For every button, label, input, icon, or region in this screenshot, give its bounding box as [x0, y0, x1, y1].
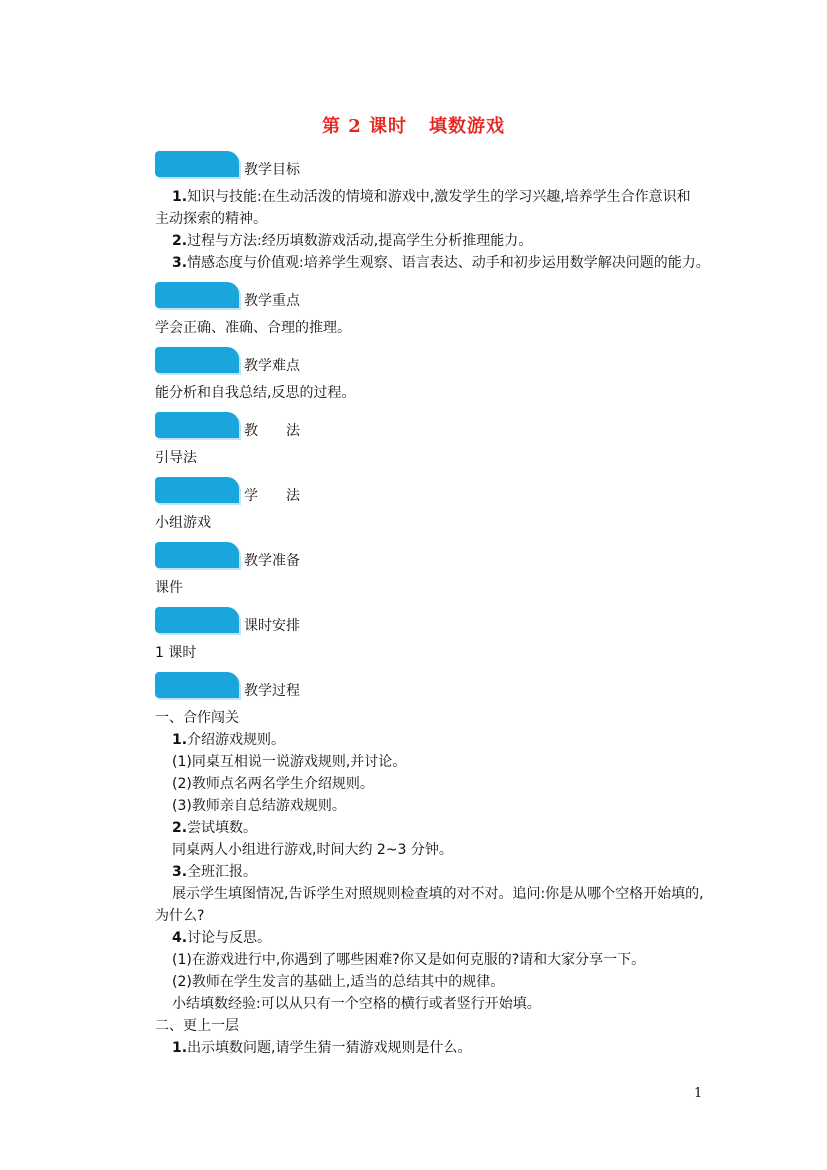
process-step-3b: 为什么?: [155, 908, 205, 924]
process-step-1c: (3)教师亲自总结游戏规则。: [172, 798, 346, 814]
schedule-text: 1 课时: [155, 645, 197, 661]
section-heading-difficulty: 教学难点: [244, 358, 300, 374]
section-tab: [155, 607, 239, 633]
process-step-4b: (2)教师在学生发言的基础上,适当的总结其中的规律。: [172, 974, 505, 990]
section-tab: [155, 542, 239, 568]
lesson-title-number: 第 2 课时: [321, 116, 408, 137]
lesson-title-name: 填数游戏: [429, 116, 506, 137]
process-step-2: 2.尝试填数。: [172, 820, 258, 836]
process-step-4c: 小结填数经验:可以从只有一个空格的横行或者竖行开始填。: [172, 996, 541, 1012]
process-step-3: 3.全班汇报。: [172, 864, 258, 880]
section-heading-prep: 教学准备: [244, 553, 300, 569]
key-text: 学会正确、准确、合理的推理。: [155, 320, 351, 336]
learn-method-text: 小组游戏: [155, 515, 211, 531]
section-heading-learn-method: 学 法: [244, 488, 300, 504]
process-step-4: 4.讨论与反思。: [172, 930, 272, 946]
goal-line-3: 3.情感态度与价值观:培养学生观察、语言表达、动手和初步运用数学解决问题的能力。: [172, 255, 710, 271]
prep-text: 课件: [155, 580, 183, 596]
process-part2-step-1: 1.出示填数问题,请学生猜一猜游戏规则是什么。: [172, 1040, 472, 1056]
goal-line-2: 2.过程与方法:经历填数游戏活动,提高学生分析推理能力。: [172, 233, 533, 249]
goal-line-1: 1.知识与技能:在生动活泼的情境和游戏中,激发学生的学习兴趣,培养学生合作意识和: [172, 189, 691, 205]
section-tab: [155, 412, 239, 438]
process-step-2a: 同桌两人小组进行游戏,时间大约 2~3 分钟。: [172, 842, 453, 858]
lesson-title: [0, 112, 827, 138]
process-step-4a: (1)在游戏进行中,你遇到了哪些困难?你又是如何克服的?请和大家分享一下。: [172, 952, 646, 968]
section-tab: [155, 347, 239, 373]
goal-line-1-cont: 主动探索的精神。: [155, 211, 267, 227]
section-heading-process: 教学过程: [244, 683, 300, 699]
teach-method-text: 引导法: [155, 450, 197, 466]
section-tab: [155, 282, 239, 308]
process-part1-title: 一、合作闯关: [155, 710, 239, 726]
section-tab: [155, 151, 239, 177]
page-number: 1: [694, 1086, 703, 1101]
process-step-1b: (2)教师点名两名学生介绍规则。: [172, 776, 374, 792]
section-heading-teach-method: 教 法: [244, 423, 300, 439]
section-tab: [155, 672, 239, 698]
difficulty-text: 能分析和自我总结,反思的过程。: [155, 385, 356, 401]
section-tab: [155, 477, 239, 503]
process-step-1: 1.介绍游戏规则。: [172, 732, 286, 748]
process-step-3a: 展示学生填图情况,告诉学生对照规则检查填的对不对。追问:你是从哪个空格开始填的,: [172, 886, 704, 902]
section-heading-schedule: 课时安排: [244, 618, 300, 634]
process-part2-title: 二、更上一层: [155, 1018, 239, 1034]
process-step-1a: (1)同桌互相说一说游戏规则,并讨论。: [172, 754, 407, 770]
section-heading-key: 教学重点: [244, 293, 300, 309]
section-heading-goals: 教学目标: [244, 162, 300, 178]
